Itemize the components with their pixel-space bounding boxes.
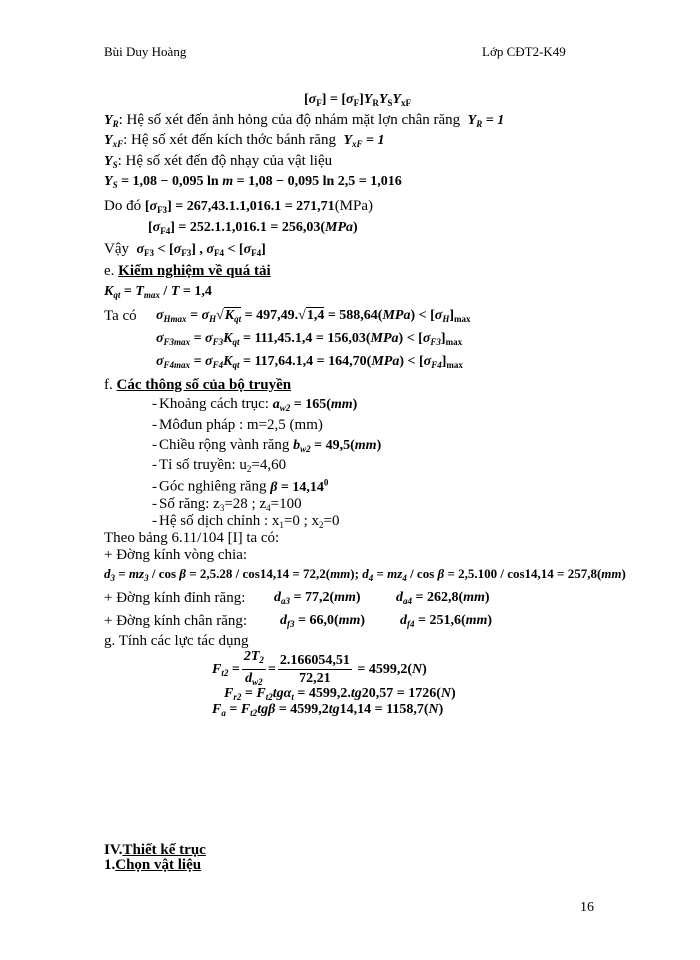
kqt-formula: $K_{qt} = T_{max} / T = 1,4$ [104,284,212,300]
tip-diameter-label: + Đờng kính đỉnh răng: [104,590,246,606]
subsection-1-prefix: 1. [104,857,116,873]
yxf-definition: $Y_{xF}$: Hệ số xét đến kích thớc bánh răng $Y_{xF} = 1$ [104,132,385,149]
fa-formula: $F_a = F_{t2}tg\beta = 4599,2tg14,14 = 1158,7(N)$ [212,702,444,718]
section-e-heading [104,263,271,280]
param-label: Tỉ số truyền: $u_2=4,60$ [159,457,287,474]
allowable-bending-stress-formula: $[\sigma_F] = [\sigma_F]Y_RY_SY_{xF}$ [304,92,411,108]
sigma-f4max-formula: $\sigma_{F4max} = \sigma_{F4}K_{qt} = 117,64.1,4 = 164,70(MPa) < [\sigma_{F4}]_{max}$ [156,354,463,370]
da3-value: $d_{a3} = 77,2(mm)$ [274,590,361,606]
section-e-title: Kiểm nghiệm về quá tải [118,263,271,279]
sigma-f3max-formula: $\sigma_{F3max} = \sigma_{F3}K_{qt} = 111,45.1,4 = 156,03(MPa) < [\sigma_{F3}]_{max}$ [156,331,463,347]
param-item-face-width: - Chiều rộng vành răng $b_{w2} = 49,5(mm)$ [152,437,382,454]
page-number: 16 [580,900,594,915]
yr-value: $Y_R = 1$ [467,113,505,129]
df4-value: $d_{f4} = 251,6(mm)$ [400,613,493,629]
sigma-f4-allowable-line: $[\sigma_{F4}] = 252.1.1,016.1 = 256,03(MPa)$ [148,220,358,236]
subsection-1-title: Chọn vật liệu [115,857,202,873]
section-iv-prefix: IV. [104,842,123,858]
yxf-description: : Hệ số xét đến kích thớc bánh răng [123,132,336,148]
root-diameter-label: + Đờng kính chân răng: [104,613,248,629]
param-item-ratio: - Tỉ số truyền: $u_2=4,60$ [152,457,287,474]
yxf-value: $Y_{xF} = 1$ [343,133,385,149]
section-f-heading [104,377,291,394]
param-label: Khoảng cách trục: [159,396,269,412]
da4-value: $d_{a4} = 262,8(mm)$ [396,590,490,606]
yr-description: : Hệ số xét đến ảnh hỏng của độ nhám mặt lợn chân răng [118,112,461,128]
header-class: Lớp CĐT2-K49 [482,44,566,59]
ft2-formula: $F_{t2}$ = $\frac{2T_2}{d_{w2}}$ = $\frac{2.166054,51}{72,21}$ = 4599,2( N ) [212,649,427,687]
sf3-unit: (MPa) [334,198,374,214]
param-item-module: - Môđun pháp : m=2,5 (mm) [152,417,323,433]
ys-formula: $Y_S = 1,08 - 0,095$ ln m = 1,08 − 0,095 ln 2,5 = 1,016 [104,174,402,190]
param-label: Chiều rộng vành răng [159,437,290,453]
subsection-1-heading [104,857,201,874]
sigma-hmax-formula: $\sigma_{Hmax} = \sigma_H√K_{qt} = 497,49.√1,4 = 588,64(MPa) < [\sigma_H]_{max}$ [156,308,471,324]
pitch-diameter-heading: + Đờng kính vòng chia: [104,547,248,563]
param-item-shift: - Hệ số dịch chỉnh : $x_1=0$ ; $x_2=0$ [152,513,340,530]
vay-label: Vậy [104,241,129,257]
fr2-formula: $F_{r2} = F_{t2}tg\alpha_t = 4599,2.tg20,57 = 1726(N)$ [224,686,456,702]
yr-definition: $Y_R$: Hệ số xét đến ảnh hỏng của độ nhám mặt lợn chân răng $Y_R = 1$ [104,112,505,129]
section-e-prefix: e. [104,263,115,279]
ys-definition: $Y_S$: Hệ số xét đến độ nhạy của vật liệu [104,153,333,170]
param-label: Hệ số dịch chỉnh : $x_1=0$ ; $x_2=0$ [159,513,340,530]
ft2-numerator: 2.166054,51 [279,653,350,668]
do-do-label: Do đó [104,198,142,214]
pitch-diameter-formula: $d_3 = mz_3 / \cos \beta = 2,5.28 / \cos 14,14 = 72,2(mm)$; $d_4 = mz_4 / \cos \beta = 2,5.100 / \cos 14,14 = 257,8(mm)$ [104,566,626,583]
param-label: Môđun pháp : m=2,5 (mm) [159,417,323,433]
section-f-prefix: f. [104,377,113,393]
param-item-center-distance: - Khoảng cách trục: $a_{w2} = 165(mm)$ [152,396,358,413]
section-f-title: Các thông số của bộ truyền [116,377,292,393]
param-item-teeth: - Số răng: $z_3=28$ ; $z_4=100$ [152,496,302,513]
header-author: Bùi Duy Hoàng [104,44,187,59]
ft2-denominator: 72,21 [299,671,331,686]
section-iv-title: Thiết kế trục [122,842,206,858]
root-diameter-line [104,613,247,630]
section-g-heading: g. Tính các lực tác dụng [104,633,249,649]
param-label: Góc nghiêng răng [159,478,267,495]
param-item-helix-angle: - Góc nghiêng răng $\beta = 14,14^0$ [152,477,329,495]
theo-bang-line: Theo bảng 6.11/104 [I] ta có: [104,530,280,546]
ta-co-label: Ta có [104,308,137,324]
param-label: Số răng: $z_3=28$ ; $z_4=100$ [159,496,302,513]
tip-diameter-line [104,590,245,607]
ys-description: : Hệ số xét đến độ nhạy của vật liệu [117,153,333,169]
df3-value: $d_{f3} = 66,0(mm)$ [280,613,366,629]
sigma-f3-allowable-line: Do đó $[\sigma_{F3}] = 267,43.1.1,016.1 = 271,71(MPa)$ [104,198,374,215]
conclusion-line: Vậy $\sigma_{F3} < [\sigma_{F3}]$ , $\sigma_{F4} < [\sigma_{F4}]$ [104,241,266,258]
